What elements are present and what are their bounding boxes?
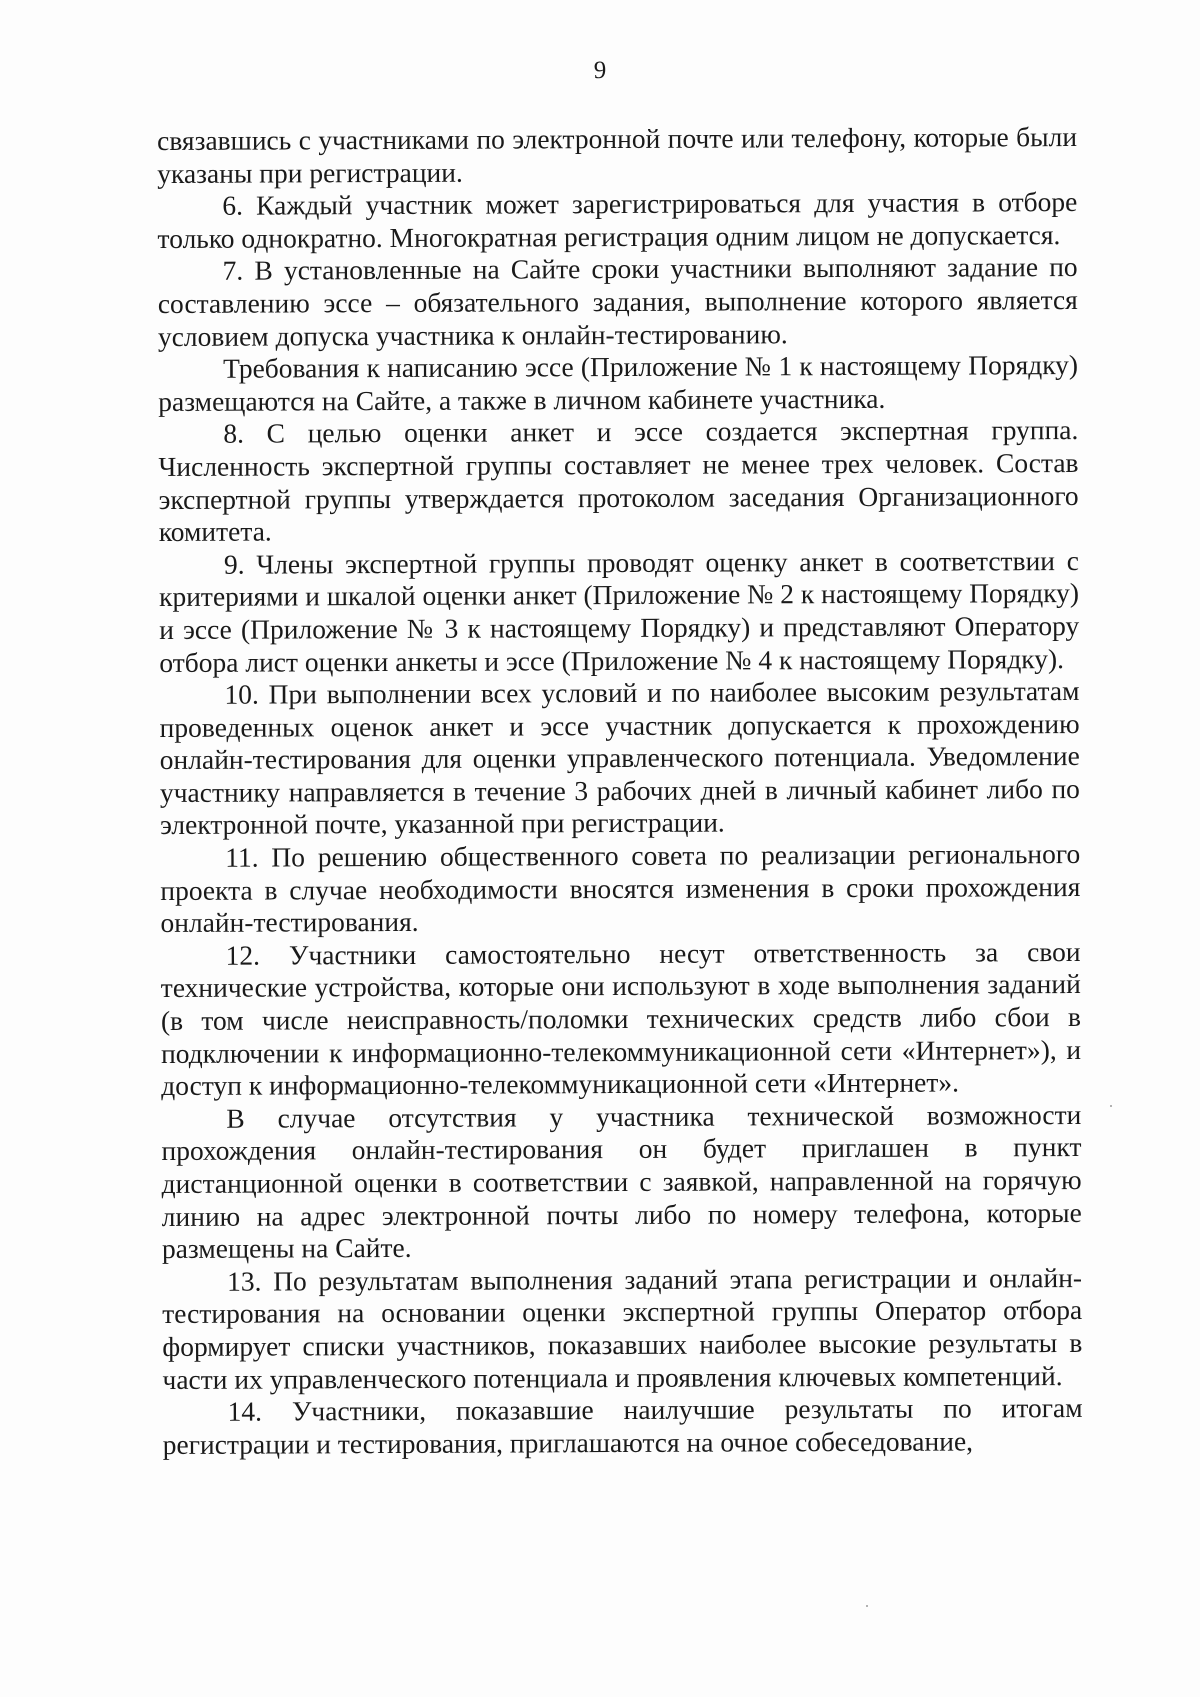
scan-speck	[866, 1605, 868, 1607]
paragraph-no-technical-ability: В случае отсутствия у участника технической возможности прохождения онлайн-тестирования он будет приглашен в пункт дистанционной оценки в соответствии с заявкой, направленной на горячую линию на адрес электронной почты либо по номеру телефона, которые размещены на Сайте.	[161, 1098, 1082, 1265]
page-number: 9	[593, 57, 607, 84]
paragraph-item-8: 8. С целью оценки анкет и эссе создается экспертная группа. Численность экспертной группы составляет не менее трех человек. Состав экспертной группы утверждается протоколом заседания Организационного комитета.	[158, 414, 1079, 548]
paragraph-item-11: 11. По решению общественного совета по реализации регионального проекта в случае необходимости вносятся изменения в сроки прохождения онлайн-тестирования.	[160, 838, 1081, 939]
document-body	[157, 121, 1083, 1461]
paragraph-item-7: 7. В установленные на Сайте сроки участники выполняют задание по составлению эссе – обязательного задания, выполнение которого является условием допуска участника к онлайн-тестированию.	[157, 251, 1078, 352]
paragraph-item-12: 12. Участники самостоятельно несут ответственность за свои технические устройства, которые они используют в ходе выполнения заданий (в том числе неисправность/поломки технических средств либо сбои в подключении к информационно-телекоммуникационной сети «Интернет»), и доступ к информационно-телекоммуникационной сети «Интернет».	[160, 935, 1082, 1102]
paragraph-item-9: 9. Члены экспертной группы проводят оценку анкет в соответствии с критериями и шкалой оценки анкет (Приложение № 2 к настоящему Порядку) и эссе (Приложение № 3 к настоящему Порядку) и представляют Оператору отбора лист оценки анкеты и эссе (Приложение № 4 к настоящему Порядку).	[158, 544, 1080, 678]
paragraph-essay-requirements: Требования к написанию эссе (Приложение № 1 к настоящему Порядку) размещаются на Сайте, а также в личном кабинете участника.	[158, 349, 1079, 417]
paragraph-continuation: связавшись с участниками по электронной почте или телефону, которые были указаны при регистрации.	[157, 120, 1078, 189]
paragraph-item-14: 14. Участники, показавшие наилучшие результаты по итогам регистрации и тестирования, приглашаются на очное собеседование,	[162, 1392, 1083, 1460]
scan-speck	[1110, 1105, 1112, 1107]
paragraph-item-6: 6. Каждый участник может зарегистрироваться для участия в отборе только однократно. Многократная регистрация одним лицом не допускается.	[157, 186, 1078, 254]
paragraph-item-13: 13. По результатам выполнения заданий этапа регистрации и онлайн-тестирования на основании оценки экспертной группы Оператор отбора формирует списки участников, показавших наиболее высокие результаты в части их управленческого потенциала и проявления ключевых компетенций.	[162, 1261, 1083, 1395]
paragraph-item-10: 10. При выполнении всех условий и по наиболее высоким результатам проведенных оценок анкет и эссе участник допускается к прохождению онлайн-тестирования для оценки управленческого потенциала. Уведомление участнику направляется в течение 3 рабочих дней в личный кабинет либо по электронной почте, указанной при регистрации.	[159, 675, 1080, 841]
